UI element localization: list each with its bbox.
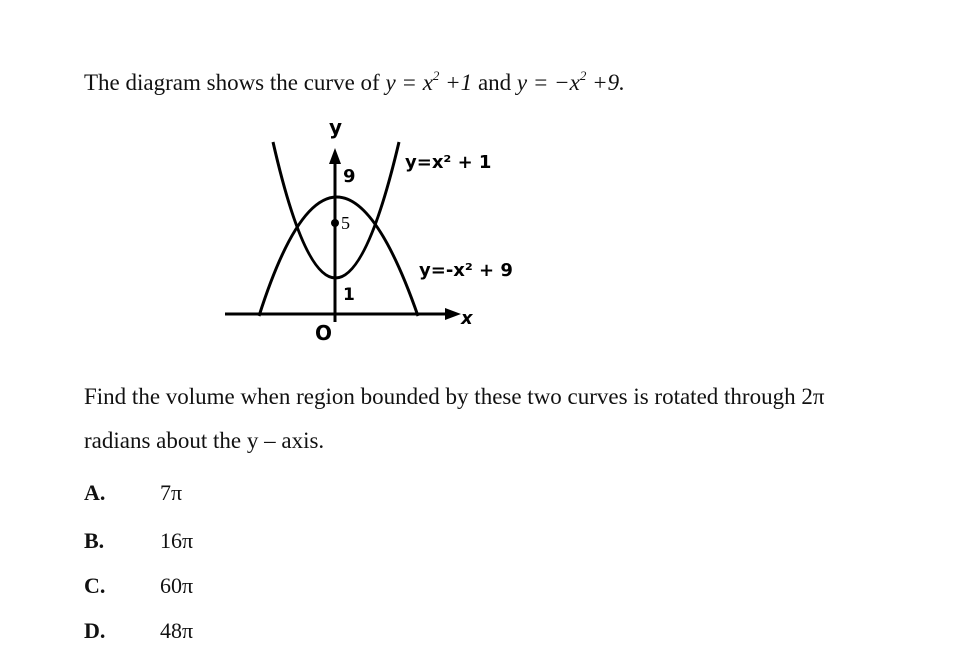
option-a[interactable] [84,480,182,506]
intro-text [84,68,625,96]
point-5 [331,219,339,227]
equation-1-tail: +1 [439,70,473,95]
tick-label-5: 5 [341,213,350,233]
option-c[interactable] [84,573,193,599]
curves-diagram [215,112,535,352]
intro-conjunction: and [477,70,512,95]
option-d-letter: D. [84,618,106,643]
question-line-2: radians about the y – axis. [84,428,325,453]
x-axis-label: x [461,308,473,329]
option-a-value: 7π [160,480,183,505]
y-axis-arrow [329,148,341,164]
curve-downward-parabola [259,197,418,316]
option-d[interactable] [84,618,193,644]
option-b-letter: B. [84,528,105,553]
option-a-letter: A. [84,480,106,505]
question-line-1: Find the volume when region bounded by these two curves is rotated through 2π [84,384,825,409]
equation-1-base: y = x [385,70,433,95]
curve-2-label: y=-x² + 9 [419,260,513,281]
option-c-value: 60π [160,573,194,598]
equation-2-exponent: 2 [579,68,587,83]
tick-label-1: 1 [343,285,355,305]
equation-2-tail: +9. [586,70,625,95]
equation-2 [517,70,625,95]
option-d-value: 48π [160,618,194,643]
intro-prefix: The diagram shows the curve of [84,70,380,95]
curve-1-label: y=x² + 1 [405,152,492,173]
tick-label-9: 9 [343,166,356,187]
option-c-letter: C. [84,573,106,598]
origin-label: O [315,321,333,345]
option-b-value: 16π [160,528,194,553]
x-axis-arrow [445,308,461,320]
equation-1 [385,70,472,95]
option-b[interactable] [84,528,193,554]
equation-1-exponent: 2 [432,68,440,83]
y-axis-label: y [329,115,343,139]
equation-2-base: y = −x [516,70,580,95]
